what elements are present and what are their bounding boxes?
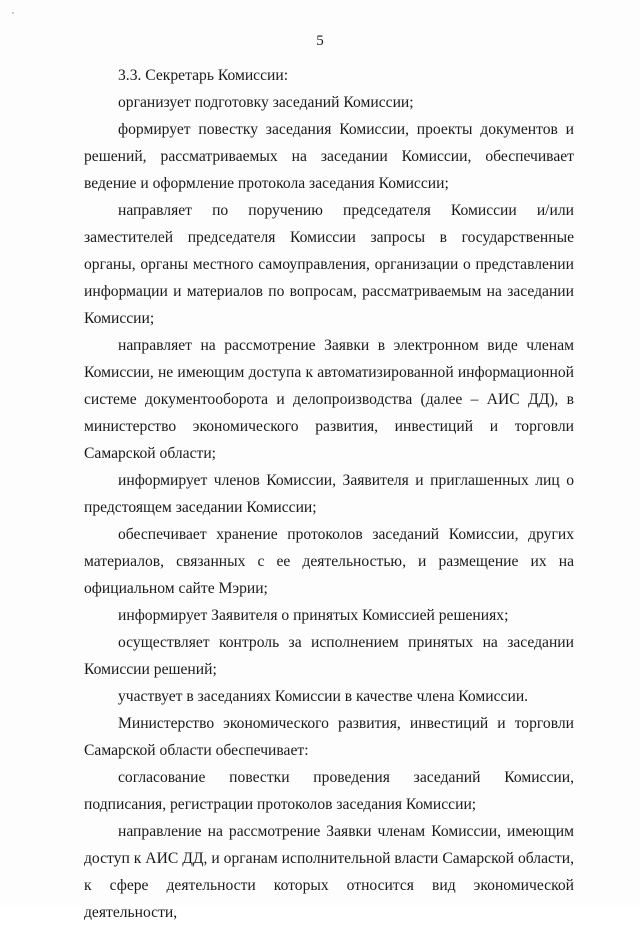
- paragraph: направляет по поручению председателя Комиссии и/или заместителей председателя Комиссии запросы в государственные органы, органы местного самоуправления, организации о представлении информации и материалов по вопросам, рассматриваемым на заседании Комиссии;: [84, 202, 574, 327]
- paragraph: обеспечивает хранение протоколов заседаний Комиссии, других материалов, связанных с ее деятельностью, и размещение их на официальном сайте Мэрии;: [84, 526, 574, 597]
- paragraph: осуществляет контроль за исполнением принятых на заседании Комиссии решений;: [84, 634, 574, 678]
- page-number: 5: [316, 33, 324, 49]
- paragraph: информирует Заявителя о принятых Комиссией решениях;: [118, 607, 509, 624]
- paragraph-section-heading: 3.3. Секретарь Комиссии:: [118, 67, 289, 84]
- body-text: [84, 62, 574, 926]
- paragraph: информирует членов Комиссии, Заявителя и приглашенных лиц о предстоящем заседании Комиссии;: [84, 472, 574, 516]
- paragraph: участвует в заседаниях Комиссии в качестве члена Комиссии.: [118, 688, 529, 705]
- paragraph: направляет на рассмотрение Заявки в электронном виде членам Комиссии, не имеющим доступа к автоматизированной информационной системе документооборота и делопроизводства (далее – АИС ДД), в министерство экономического развития, инвестиций и торговли Самарской области;: [84, 337, 574, 462]
- paragraph: направление на рассмотрение Заявки членам Комиссии, имеющим доступ к АИС ДД, и органам исполнительной власти Самарской области, к сфере деятельности которых относится вид экономической деятельности,: [84, 823, 574, 921]
- paragraph: согласование повестки проведения заседаний Комиссии, подписания, регистрации протоколов заседания Комиссии;: [84, 769, 574, 813]
- scan-speck: [12, 12, 14, 14]
- paragraph: организует подготовку заседаний Комиссии;: [118, 94, 414, 111]
- paragraph: формирует повестку заседания Комиссии, проекты документов и решений, рассматриваемых на заседании Комиссии, обеспечивает ведение и оформление протокола заседания Комиссии;: [84, 121, 574, 192]
- paragraph: Министерство экономического развития, инвестиций и торговли Самарской области обеспечивает:: [84, 715, 574, 759]
